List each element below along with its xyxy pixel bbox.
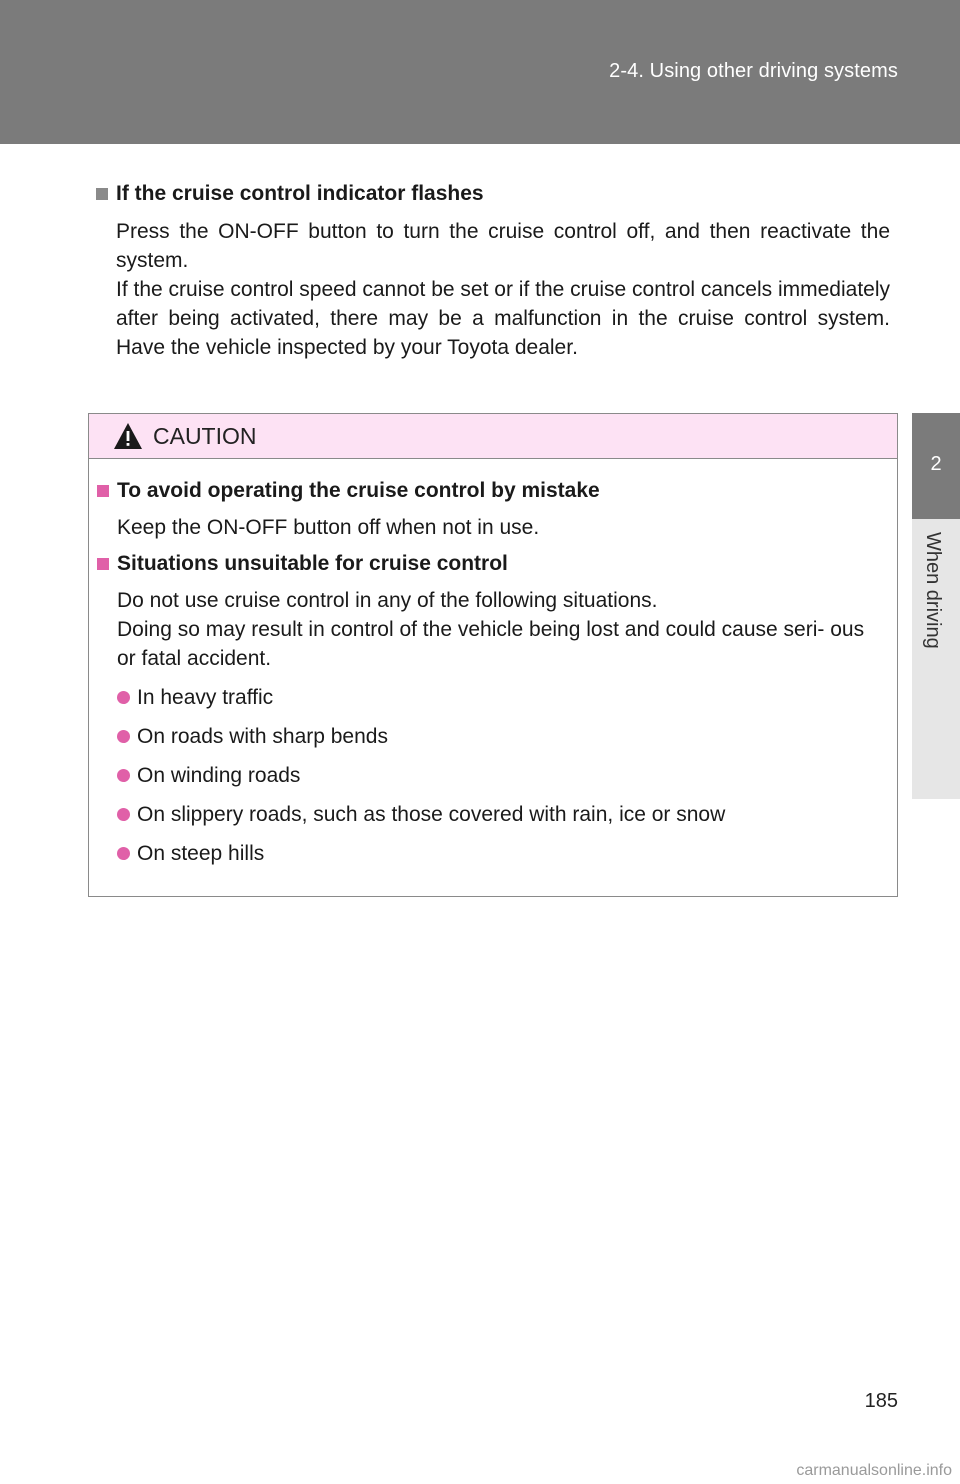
square-bullet-icon <box>97 485 109 497</box>
list-item <box>117 683 887 712</box>
list-item <box>117 761 887 790</box>
list-item-text: On steep hills <box>137 842 265 865</box>
circle-bullet-icon <box>117 691 130 704</box>
section-title: 2-4. Using other driving systems <box>609 60 898 82</box>
caution-body <box>89 459 897 868</box>
circle-bullet-icon <box>117 847 130 860</box>
circle-bullet-icon <box>117 808 130 821</box>
footer-link[interactable]: carmanualsonline.info <box>796 1462 952 1479</box>
caution-paragraph <box>117 586 887 673</box>
caution-heading-text: Situations unsuitable for cruise control <box>117 552 508 575</box>
circle-bullet-icon <box>117 730 130 743</box>
list-item <box>117 800 887 829</box>
chapter-label: When driving <box>922 532 944 649</box>
chapter-number: 2 <box>930 453 942 475</box>
list-item-text: On roads with sharp bends <box>137 725 388 748</box>
caution-heading-text: To avoid operating the cruise control by mistake <box>117 479 600 502</box>
section-heading <box>96 182 890 206</box>
chapter-tab <box>912 413 960 519</box>
circle-bullet-icon <box>117 769 130 782</box>
caution-title: CAUTION <box>153 422 257 449</box>
caution-paragraph: Keep the ON-OFF button off when not in use. <box>117 516 540 539</box>
caution-box <box>88 413 898 897</box>
warning-triangle-icon <box>113 422 143 450</box>
list-item <box>117 722 887 751</box>
list-item <box>117 839 887 868</box>
caution-heading-unsuitable <box>97 552 887 576</box>
indicator-section <box>96 182 890 362</box>
list-item-text: On winding roads <box>137 764 301 787</box>
section-heading-text: If the cruise control indicator flashes <box>116 182 484 205</box>
caution-paragraph-line: Doing so may result in control of the vehicle being lost and could cause seri- ous or fatal accident. <box>117 618 865 670</box>
paragraph-reactivate: Press the ON-OFF button to turn the cruise control off, and then reactivate the system. <box>116 220 890 272</box>
paragraph-malfunction: If the cruise control speed cannot be set or if the cruise control cancels immediately after being activated, there may be a malfunction in the cruise control system. Have the vehicle inspected by your Toyota dealer. <box>116 278 890 359</box>
caution-heading-mistake <box>97 479 887 503</box>
list-item-text: On slippery roads, such as those covered with rain, ice or snow <box>137 803 726 826</box>
page-header <box>0 0 960 144</box>
caution-header <box>89 414 897 459</box>
list-item-text: In heavy traffic <box>137 686 274 709</box>
caution-paragraph-line: Do not use cruise control in any of the following situations. <box>117 589 658 612</box>
square-bullet-icon <box>96 188 108 200</box>
footer <box>0 1458 960 1484</box>
square-bullet-icon <box>97 558 109 570</box>
page-number: 185 <box>864 1390 898 1412</box>
